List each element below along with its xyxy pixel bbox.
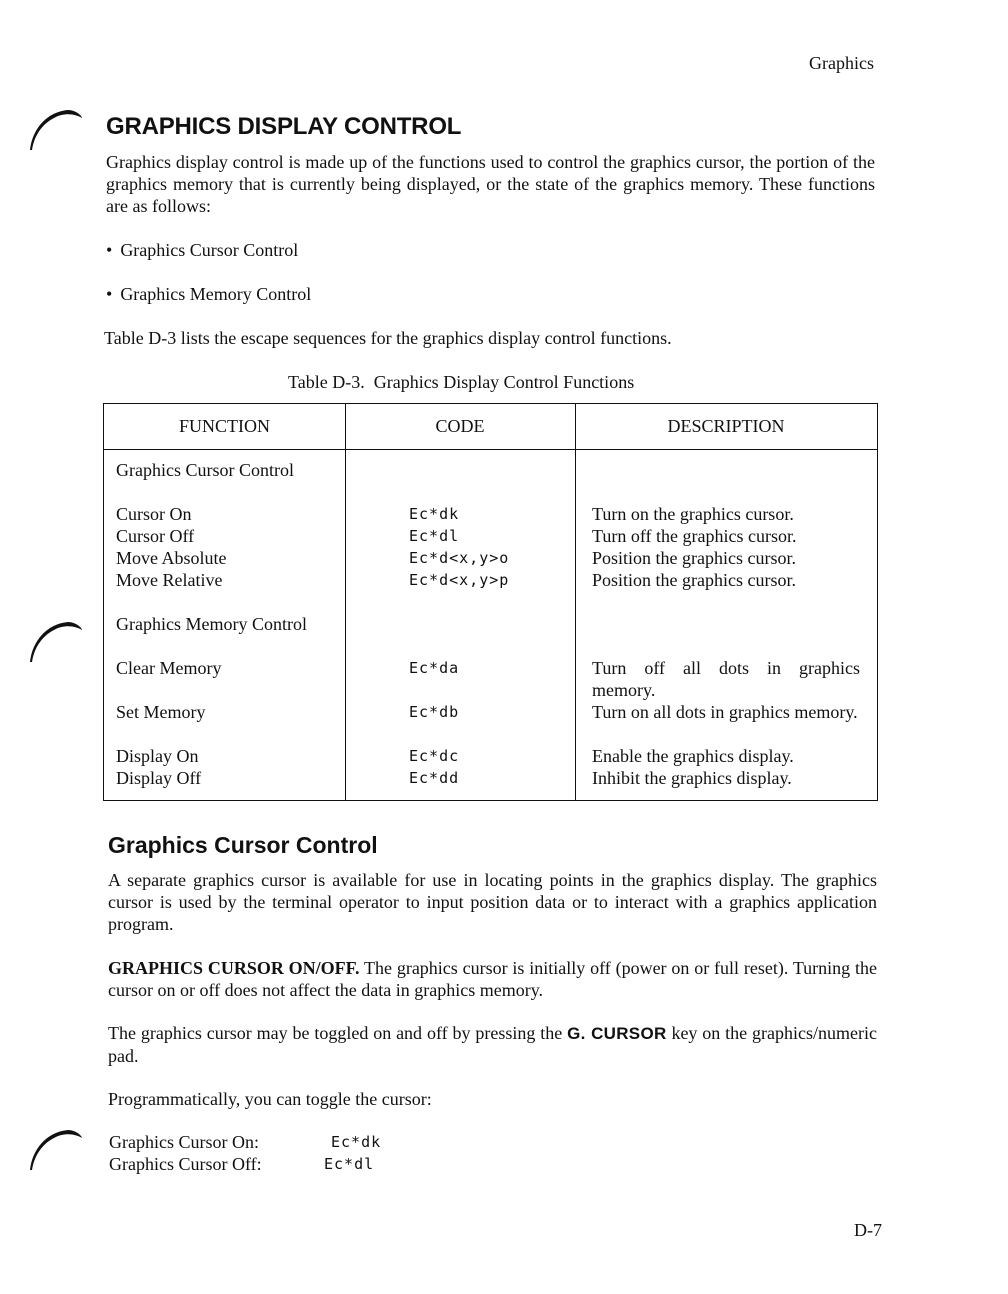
cursor-paragraph: A separate graphics cursor is available for use in locating points in the graphics display. The graphics cursor is used by the terminal operator to input position data or to interact with a graphics application program. bbox=[108, 870, 877, 934]
table-cell-function: Clear Memory bbox=[116, 658, 222, 678]
section-title: GRAPHICS DISPLAY CONTROL bbox=[106, 113, 462, 140]
binder-hole-mark-bottom bbox=[24, 1122, 84, 1172]
running-head: Graphics bbox=[809, 53, 874, 73]
prog-row-label: Graphics Cursor Off: bbox=[109, 1154, 262, 1174]
binder-hole-mark-top bbox=[24, 102, 84, 152]
table-cell-function: Cursor On bbox=[116, 504, 192, 524]
table-header-description: DESCRIPTION bbox=[667, 416, 785, 436]
table-header-code: CODE bbox=[435, 416, 485, 436]
prog-row-code: Ec*dk bbox=[331, 1133, 382, 1151]
table-cell-description: Inhibit the graphics display. bbox=[592, 768, 792, 788]
table-cell-code: Ec*dk bbox=[409, 505, 460, 523]
table-header-rule bbox=[104, 449, 877, 450]
function-table bbox=[103, 403, 878, 801]
table-cell-function: Set Memory bbox=[116, 702, 206, 722]
table-group-label: Graphics Memory Control bbox=[116, 614, 307, 634]
g-cursor-key-label: G. CURSOR bbox=[567, 1024, 667, 1043]
table-cell-description: Enable the graphics display. bbox=[592, 746, 794, 766]
toggle-text-post: key on the graphics/numeric pad. bbox=[108, 1023, 878, 1066]
table-cell-code: Ec*dd bbox=[409, 769, 460, 787]
table-group-label: Graphics Cursor Control bbox=[116, 460, 294, 480]
table-intro: Table D-3 lists the escape sequences for the graphics display control functions. bbox=[104, 328, 672, 348]
binder-hole-mark-middle bbox=[24, 614, 84, 664]
onoff-heading: GRAPHICS CURSOR ON/OFF. bbox=[108, 958, 360, 978]
table-caption: Table D-3. Graphics Display Control Functions bbox=[288, 372, 635, 392]
bullet-label: Graphics Cursor Control bbox=[120, 240, 299, 260]
table-cell-description: Position the graphics cursor. bbox=[592, 548, 796, 568]
table-column-divider bbox=[345, 404, 346, 800]
table-cell-description: Turn on all dots in graphics memory. bbox=[592, 702, 858, 722]
onoff-paragraph bbox=[108, 957, 877, 1001]
toggle-text-pre: The graphics cursor may be toggled on and off by pressing the bbox=[108, 1023, 563, 1043]
bullet-label: Graphics Memory Control bbox=[120, 284, 312, 304]
table-cell-code: Ec*d<x,y>o bbox=[409, 549, 510, 567]
table-cell-function: Cursor Off bbox=[116, 526, 195, 546]
subsection-title: Graphics Cursor Control bbox=[108, 832, 378, 858]
table-cell-description: Turn on the graphics cursor. bbox=[592, 504, 794, 524]
bullet-dot: • bbox=[106, 240, 113, 260]
table-cell-function: Display Off bbox=[116, 768, 202, 788]
table-cell-function: Display On bbox=[116, 746, 199, 766]
prog-row-label: Graphics Cursor On: bbox=[109, 1132, 259, 1152]
table-cell-code: Ec*dc bbox=[409, 747, 460, 765]
table-cell-description: Turn off all dots in graphics memory. bbox=[592, 658, 860, 700]
table-cell-function: Move Relative bbox=[116, 570, 223, 590]
table-cell-code: Ec*db bbox=[409, 703, 460, 721]
page-number: D-7 bbox=[854, 1220, 882, 1240]
onoff-text: The graphics cursor is initially off (power on or full reset). Turning the cursor on or off does not affect the data in graphics memory. bbox=[108, 958, 877, 1000]
table-cell-function: Move Absolute bbox=[116, 548, 227, 568]
table-header-function: FUNCTION bbox=[178, 416, 270, 436]
bullet-item bbox=[106, 283, 311, 305]
table-column-divider bbox=[575, 404, 576, 800]
intro-paragraph: Graphics display control is made up of the functions used to control the graphics cursor, the portion of the graphics memory that is currently being displayed, or the state of the graphics memory. These functions are as follows: bbox=[106, 152, 875, 216]
table-cell-code: Ec*d<x,y>p bbox=[409, 571, 510, 589]
table-cell-code: Ec*da bbox=[409, 659, 460, 677]
table-cell-description: Position the graphics cursor. bbox=[592, 570, 796, 590]
toggle-paragraph bbox=[108, 1022, 877, 1067]
prog-row-code: Ec*dl bbox=[324, 1155, 375, 1173]
table-cell-description: Turn off the graphics cursor. bbox=[592, 526, 797, 546]
bullet-item bbox=[106, 239, 298, 261]
table-cell-code: Ec*dl bbox=[409, 527, 460, 545]
bullet-dot: • bbox=[106, 284, 113, 304]
programmatic-paragraph: Programmatically, you can toggle the cursor: bbox=[108, 1089, 432, 1109]
